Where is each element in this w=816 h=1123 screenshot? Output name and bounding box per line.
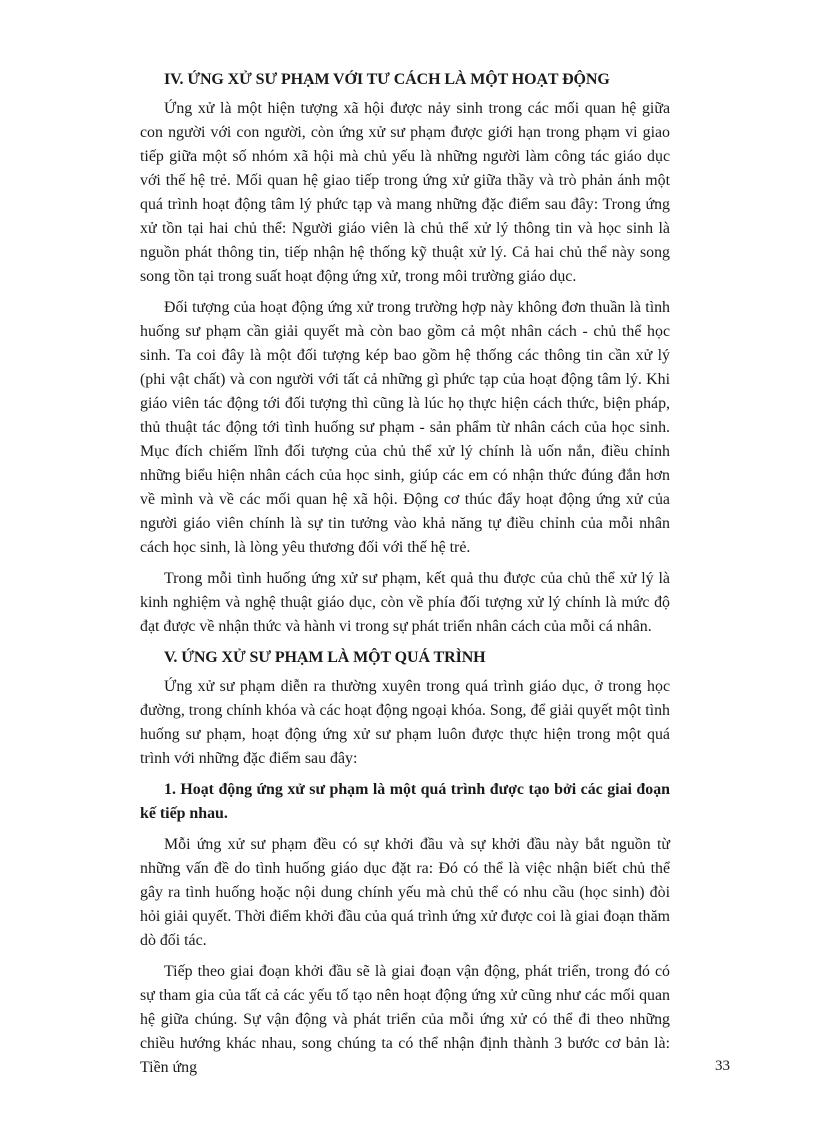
section-iv-paragraph-3: Trong mỗi tình huống ứng xử sư phạm, kết quả thu được của chủ thể xử lý là kinh nghiệm và nghệ thuật giáo dục, còn về phía đối tượng xử lý chính là mức độ đạt được về nhận thức và hành vi trong sự phát triển nhân cách của mỗi cá nhân. bbox=[140, 570, 670, 635]
section-v-heading: V. ỨNG XỬ SƯ PHẠM LÀ MỘT QUÁ TRÌNH bbox=[164, 649, 486, 666]
section-iv-paragraph-2: Đối tượng của hoạt động ứng xử trong trường hợp này không đơn thuần là tình huống sư phạm cần giải quyết mà còn bao gồm cả một nhân cách - chủ thể học sinh. Ta coi đây là một đối tượng kép bao gồm hệ thống các thông tin cần xử lý (phi vật chất) và con người với tất cả những gì phức tạp của hoạt động tâm lý. Khi giáo viên tác động tới đối tượng thì cũng là lúc họ thực hiện cách thức, biện pháp, thủ thuật tác động tới tình huống sư phạm - sản phẩm từ nhân cách của học sinh. Mục đích chiếm lĩnh đối tượng của chủ thể xử lý chính là uốn nắn, điều chỉnh những biểu hiện nhân cách của học sinh, giúp các em có nhận thức đúng đắn hơn về mình và về các mối quan hệ xã hội. Động cơ thúc đẩy hoạt động ứng xử của người giáo viên chính là sự tin tưởng vào khả năng tự điều chỉnh của mỗi nhân cách học sinh, là lòng yêu thương đối với thế hệ trẻ. bbox=[140, 299, 670, 556]
page-content bbox=[140, 68, 670, 1087]
section-iv-heading: IV. ỨNG XỬ SƯ PHẠM VỚI TƯ CÁCH LÀ MỘT HOẠT ĐỘNG bbox=[164, 71, 610, 88]
page-number: 33 bbox=[715, 1058, 730, 1074]
section-v-intro: Ứng xử sư phạm diễn ra thường xuyên trong quá trình giáo dục, ở trong học đường, trong chính khóa và các hoạt động ngoại khóa. Song, để giải quyết một tình huống sư phạm, hoạt động ứng xử sư phạm luôn được thực hiện trong một quá trình với những đặc điểm sau đây: bbox=[140, 678, 670, 767]
section-iv-paragraph-1: Ứng xử là một hiện tượng xã hội được nảy sinh trong các mối quan hệ giữa con người với con người, còn ứng xử sư phạm được giới hạn trong phạm vi giao tiếp giữa một số nhóm xã hội mà chủ yếu là những người làm công tác giáo dục với thế hệ trẻ. Mối quan hệ giao tiếp trong ứng xử giữa thầy và trò phản ánh một quá trình hoạt động tâm lý phức tạp và mang những đặc điểm sau đây: Trong ứng xử tồn tại hai chủ thể: Người giáo viên là chủ thể xử lý thông tin và học sinh là nguồn phát thông tin, tiếp nhận hệ thống kỹ thuật xử lý. Cả hai chủ thể này song song tồn tại trong suất hoạt động ứng xử, trong môi trường giáo dục. bbox=[140, 100, 670, 285]
section-v-subheading-1: 1. Hoạt động ứng xử sư phạm là một quá trình được tạo bởi các giai đoạn kế tiếp nhau. bbox=[140, 781, 670, 822]
section-v-paragraph-1: Mỗi ứng xử sư phạm đều có sự khởi đầu và sự khởi đầu này bắt nguồn từ những vấn đề do tình huống giáo dục đặt ra: Đó có thể là việc nhận biết chủ thể gây ra tình huống hoặc nội dung chính yếu mà chủ thể có nhu cầu (học sinh) đòi hỏi giải quyết. Thời điểm khởi đầu của quá trình ứng xử được coi là giai đoạn thăm dò đối tác. bbox=[140, 836, 671, 949]
section-v-paragraph-2: Tiếp theo giai đoạn khởi đầu sẽ là giai đoạn vận động, phát triển, trong đó có sự tham gia của tất cả các yếu tố tạo nên hoạt động ứng xử cũng như các mối quan hệ giữa chúng. Sự vận động và phát triển của mỗi ứng xử có thể đi theo những chiều hướng khác nhau, song chúng ta có thể nhận định thành 3 bước cơ bản là: Tiền ứng bbox=[140, 963, 670, 1076]
